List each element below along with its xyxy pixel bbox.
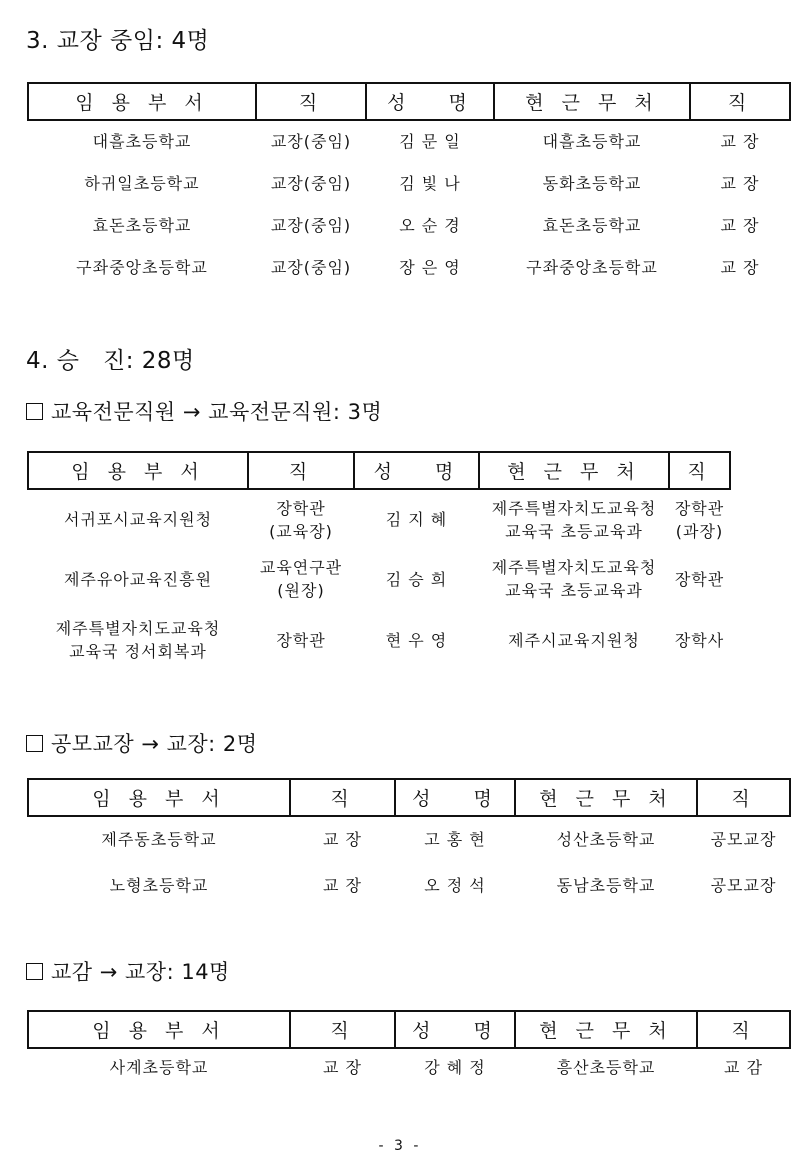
cell-line: 제주특별자치도교육청	[55, 619, 221, 638]
cell-name: 현 우 영	[385, 630, 448, 650]
header-current-office: 현 근 무 처	[515, 779, 697, 816]
cell-current-office: 동화초등학교	[542, 173, 642, 193]
table-row	[28, 862, 790, 908]
cell-line: 제주시교육지원청	[508, 630, 640, 650]
subsection-title: 공모교장 → 교장: 2명	[51, 732, 258, 756]
header-current-office: 현 근 무 처	[515, 1011, 697, 1048]
header-current-position: 직	[697, 1011, 790, 1048]
cell-current-office	[479, 489, 669, 549]
header-name: 성 명	[354, 452, 479, 489]
cell-dept: 하귀일초등학교	[84, 173, 200, 193]
header-current-position: 직	[690, 83, 790, 120]
table-row	[28, 816, 790, 862]
section-3-table	[27, 82, 791, 288]
header-current-office: 현 근 무 처	[494, 83, 690, 120]
table-row	[28, 609, 730, 671]
cell-line: 장학관	[276, 498, 326, 518]
cell-current-office: 구좌중앙초등학교	[526, 257, 658, 277]
cell-position: 교 장	[323, 1058, 362, 1077]
page-number: - 3 -	[378, 1138, 422, 1154]
header-dept: 임 용 부 서	[28, 452, 248, 489]
table-row	[28, 246, 790, 288]
header-name: 성 명	[395, 1011, 515, 1048]
cell-line: 교육연구관	[259, 558, 343, 577]
cell-dept	[28, 609, 248, 671]
promotion-vice-principal-table	[27, 1010, 791, 1086]
cell-line: (원장)	[277, 581, 325, 600]
cell-current-office: 효돈초등학교	[542, 215, 642, 235]
promotion-professional-table	[27, 451, 731, 671]
cell-dept: 구좌중앙초등학교	[76, 257, 208, 277]
cell-name: 오 정 석	[424, 875, 486, 895]
cell-position: 교 장	[323, 830, 362, 849]
table-header-row	[28, 779, 790, 816]
cell-name: 오 순 경	[399, 215, 461, 235]
cell-line: 장학관	[674, 498, 725, 518]
header-position: 직	[248, 452, 354, 489]
cell-line: 장학관	[674, 569, 725, 589]
checkbox-icon	[26, 963, 43, 980]
subsection-open-principal-heading	[26, 728, 258, 758]
cell-name: 장 은 영	[399, 257, 461, 277]
cell-line: 장학관	[276, 630, 326, 650]
header-dept: 임 용 부 서	[28, 1011, 290, 1048]
cell-line: 교육국 정서회복과	[69, 642, 207, 661]
cell-line: 교육국 초등교육과	[505, 521, 643, 541]
cell-dept	[28, 489, 248, 549]
table-row	[28, 549, 730, 609]
header-current-position: 직	[669, 452, 730, 489]
cell-line: 제주유아교육진흥원	[63, 569, 213, 589]
table-header-row	[28, 83, 790, 120]
cell-current-office: 성산초등학교	[556, 830, 656, 849]
cell-name: 강 혜 정	[424, 1058, 486, 1077]
cell-current-position: 교 장	[720, 257, 760, 277]
cell-current-office: 동남초등학교	[556, 875, 656, 895]
cell-current-position: 교 감	[724, 1058, 763, 1077]
cell-name: 고 홍 현	[424, 830, 486, 849]
cell-current-position	[669, 609, 730, 671]
table-header-row	[28, 1011, 790, 1048]
header-dept: 임 용 부 서	[28, 779, 290, 816]
checkbox-icon	[26, 735, 43, 752]
table-row	[28, 1048, 790, 1086]
cell-current-position: 교 장	[720, 215, 760, 235]
header-current-office: 현 근 무 처	[479, 452, 669, 489]
cell-position	[248, 489, 354, 549]
cell-name: 김 빛 나	[399, 173, 461, 193]
cell-name: 김 승 희	[385, 569, 448, 589]
cell-position	[248, 549, 354, 609]
cell-current-position: 공모교장	[710, 830, 777, 849]
cell-position: 교장(중임)	[270, 173, 352, 193]
cell-dept	[28, 549, 248, 609]
checkbox-icon	[26, 403, 43, 420]
cell-line: 장학사	[674, 630, 725, 650]
cell-current-office	[479, 609, 669, 671]
cell-position: 교장(중임)	[270, 257, 352, 277]
cell-current-office: 흥산초등학교	[556, 1058, 656, 1077]
header-name: 성 명	[366, 83, 494, 120]
cell-dept: 효돈초등학교	[92, 215, 192, 235]
table-row	[28, 204, 790, 246]
cell-line: 서귀포시교육지원청	[63, 510, 213, 529]
cell-current-position	[669, 549, 730, 609]
cell-name: 김 지 혜	[385, 510, 448, 529]
cell-current-office: 대흘초등학교	[542, 132, 642, 151]
cell-position: 교장(중임)	[270, 132, 352, 151]
cell-dept: 사계초등학교	[109, 1058, 209, 1077]
cell-dept: 제주동초등학교	[101, 830, 217, 849]
header-dept: 임 용 부 서	[28, 83, 256, 120]
cell-dept: 대흘초등학교	[92, 132, 192, 151]
subsection-professional-heading	[26, 396, 382, 426]
table-row	[28, 162, 790, 204]
cell-line: 교육국 초등교육과	[505, 581, 643, 600]
header-position: 직	[290, 1011, 395, 1048]
header-current-position: 직	[697, 779, 790, 816]
table-row	[28, 489, 730, 549]
subsection-title: 교감 → 교장: 14명	[51, 960, 230, 984]
cell-current-position: 교 장	[720, 173, 760, 193]
cell-current-office	[479, 549, 669, 609]
cell-current-position: 교 장	[720, 132, 760, 151]
cell-line: (과장)	[675, 521, 724, 541]
cell-position	[248, 609, 354, 671]
cell-line: 제주특별자치도교육청	[491, 558, 657, 577]
header-position: 직	[256, 83, 366, 120]
cell-name: 김 문 일	[399, 132, 461, 151]
cell-position: 교장(중임)	[270, 215, 352, 235]
cell-dept: 노형초등학교	[109, 875, 209, 895]
cell-current-position	[669, 489, 730, 549]
subsection-vice-principal-heading	[26, 956, 230, 986]
table-header-row	[28, 452, 730, 489]
section-4-heading: 4. 승 진: 28명	[26, 348, 195, 374]
header-name: 성 명	[395, 779, 515, 816]
subsection-title: 교육전문직원 → 교육전문직원: 3명	[51, 400, 383, 424]
promotion-open-principal-table	[27, 778, 791, 908]
cell-line: 제주특별자치도교육청	[491, 498, 657, 518]
cell-current-position: 공모교장	[710, 875, 777, 895]
section-3-heading: 3. 교장 중임: 4명	[26, 28, 210, 54]
header-position: 직	[290, 779, 395, 816]
table-row	[28, 120, 790, 162]
cell-position: 교 장	[323, 875, 362, 895]
cell-line: (교육장)	[269, 521, 333, 541]
